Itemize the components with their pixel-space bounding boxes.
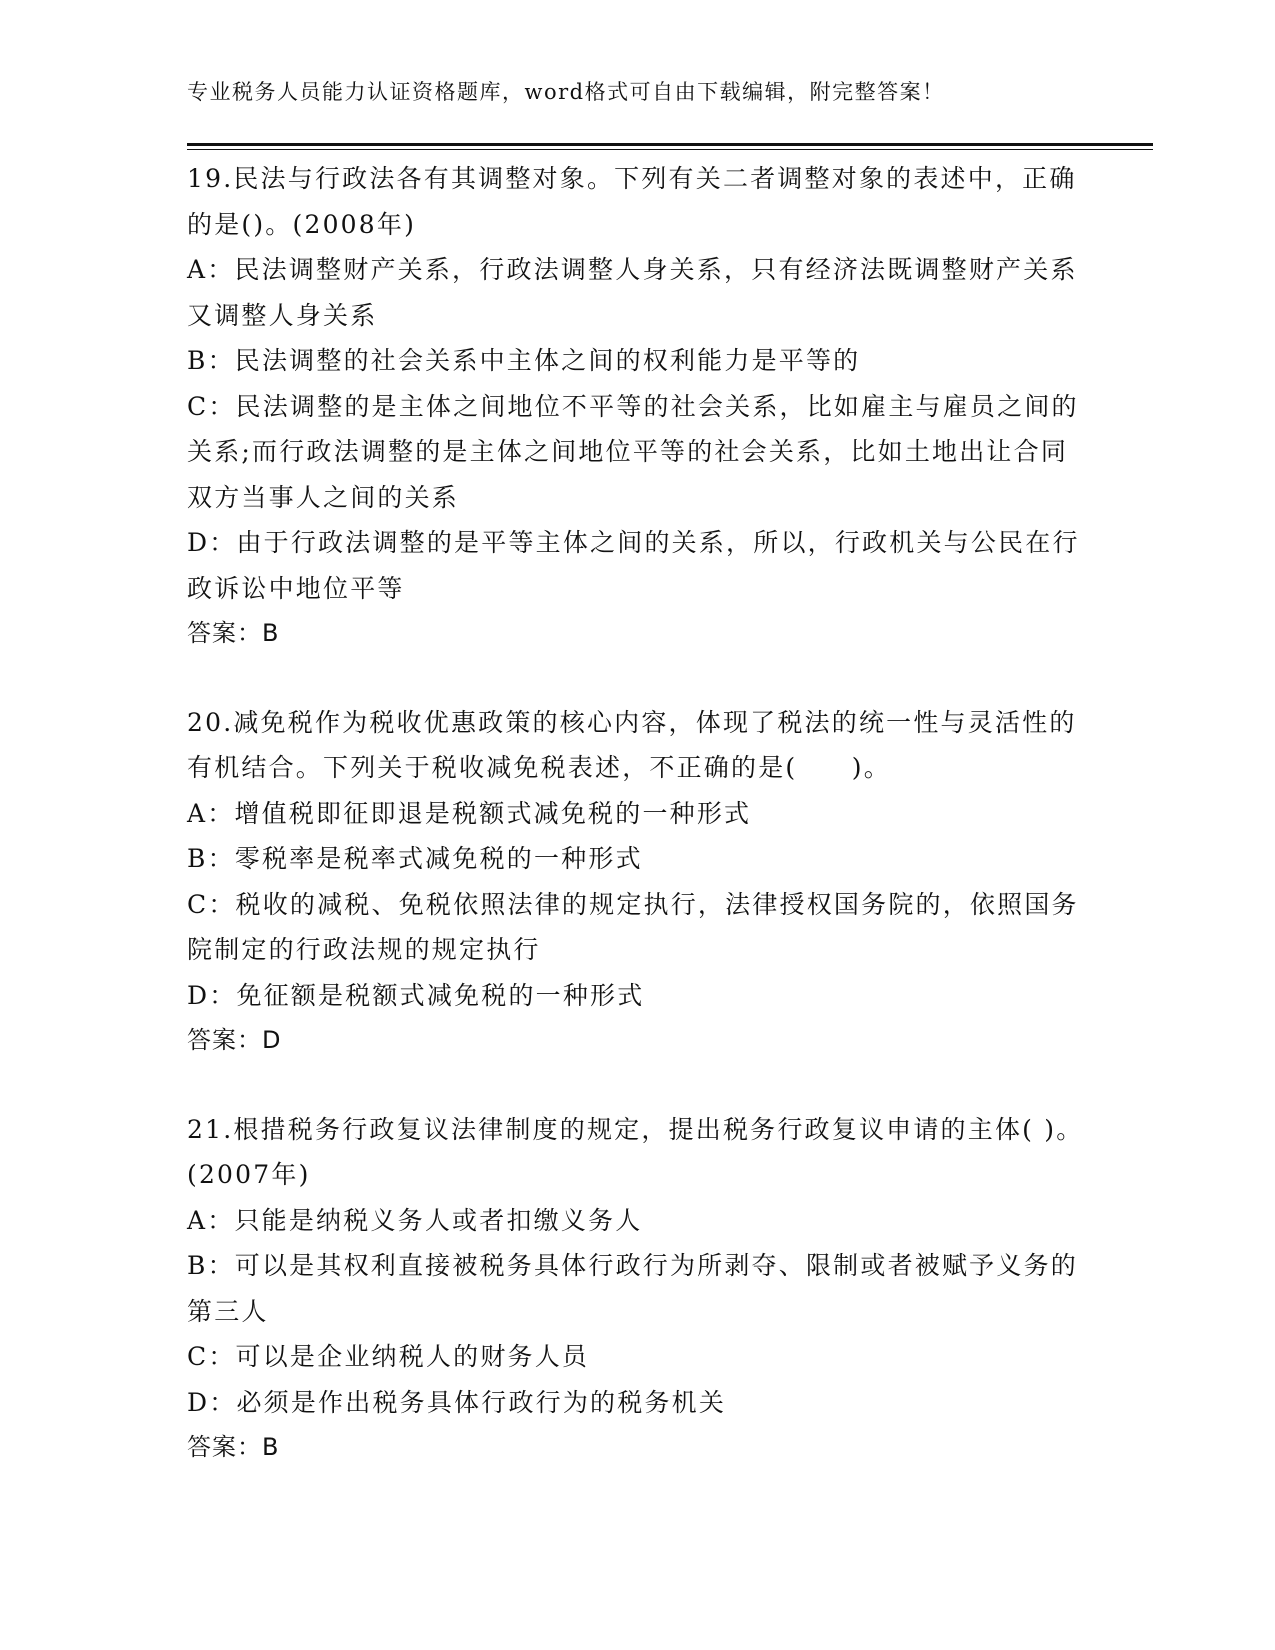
option-b: B：民法调整的社会关系中主体之间的权利能力是平等的 (187, 346, 861, 375)
option-d: D：必须是作出税务具体行政行为的税务机关 (187, 1387, 727, 1417)
option-a: A：只能是纳税义务人或者扣缴义务人 (187, 1205, 643, 1235)
question-19 (187, 156, 1087, 657)
answer: 答案：D (187, 1026, 282, 1054)
option-c: C：民法调整的是主体之间地位不平等的社会关系，比如雇主与雇员之间的关系;而行政法调整的是主体之间地位平等的社会关系，比如土地出让合同双方当事人之间的关系 (187, 391, 1079, 512)
option-a: A：增值税即征即退是税额式减免税的一种形式 (187, 798, 752, 828)
option-c: C：可以是企业纳税人的财务人员 (187, 1342, 590, 1371)
option-b: B：零税率是税率式减免税的一种形式 (187, 844, 643, 873)
option-b: B：可以是其权利直接被税务具体行政行为所剥夺、限制或者被赋予义务的第三人 (187, 1251, 1078, 1326)
option-c: C：税收的减税、免税依照法律的规定执行，法律授权国务院的，依照国务院制定的行政法规的规定执行 (187, 889, 1079, 964)
page-header: 专业税务人员能力认证资格题库，word格式可自由下载编辑，附完整答案！ (187, 80, 945, 104)
option-a: A：民法调整财产关系，行政法调整人身关系，只有经济法既调整财产关系又调整人身关系 (187, 255, 1078, 330)
option-d: D：免征额是税额式减免税的一种形式 (187, 980, 645, 1010)
question-21 (187, 1107, 1087, 1471)
question-list (187, 156, 1087, 1514)
option-d: D：由于行政法调整的是平等主体之间的关系，所以，行政机关与公民在行政诉讼中地位平等 (187, 528, 1080, 603)
question-stem: 20.减免税作为税收优惠政策的核心内容，体现了税法的统一性与灵活性的有机结合。下列关于税收减免税表述，不正确的是( )。 (187, 707, 1077, 782)
question-stem: 21.根措税务行政复议法律制度的规定，提出税务行政复议申请的主体( )。(2007年) (187, 1114, 1084, 1189)
answer: 答案：B (187, 619, 280, 647)
answer: 答案：B (187, 1433, 280, 1461)
header-rule-thick (187, 143, 1153, 146)
question-20 (187, 700, 1087, 1064)
question-stem: 19.民法与行政法各有其调整对象。下列有关二者调整对象的表述中，正确的是()。(2008年) (187, 164, 1077, 239)
header-rule-thin (187, 149, 1153, 150)
